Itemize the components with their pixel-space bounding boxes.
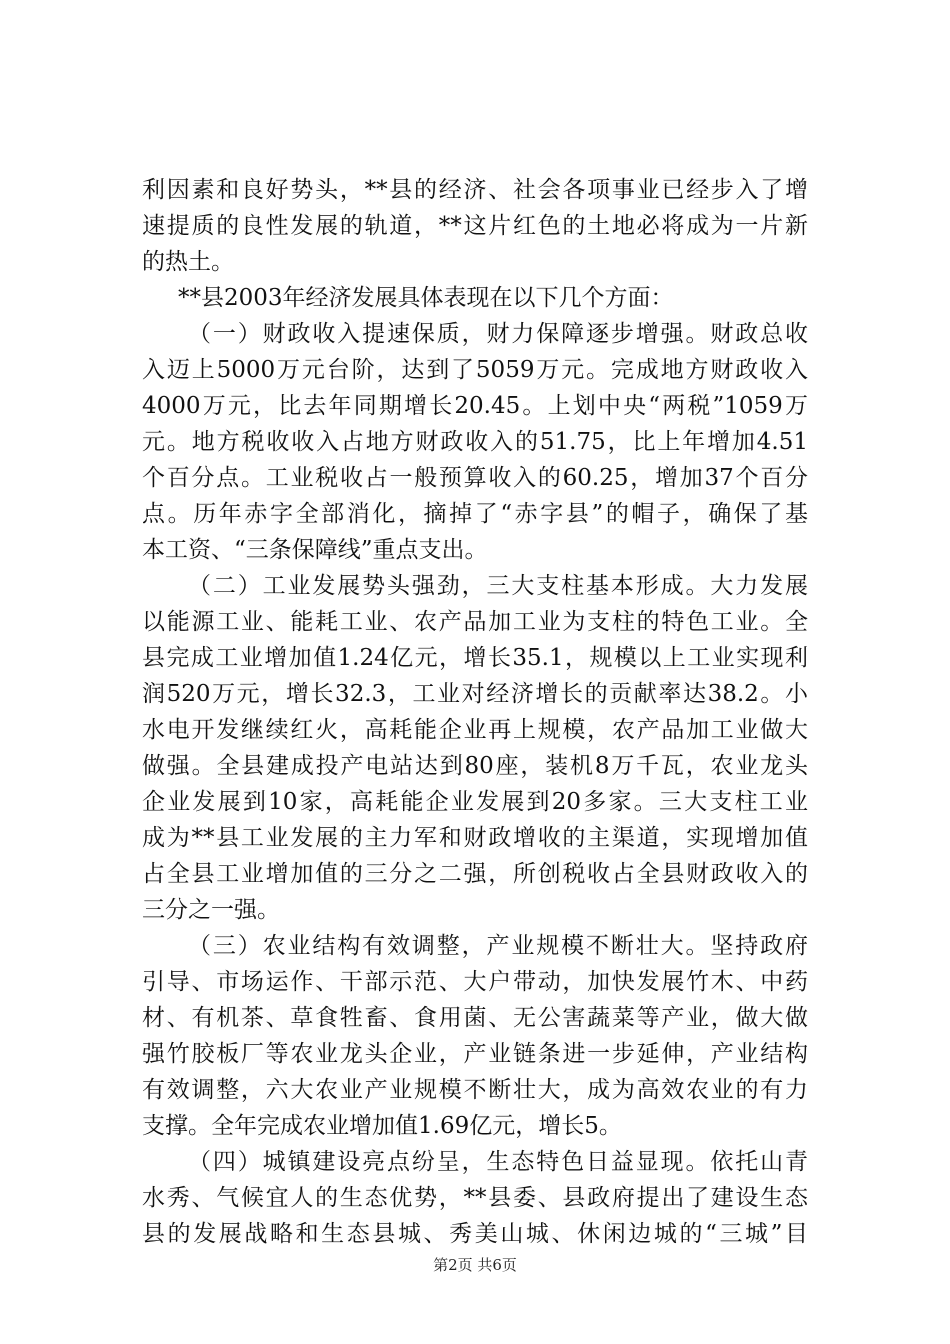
- paragraph-line: 入迈上5000万元台阶，达到了5059万元。完成地方财政收入: [142, 357, 808, 383]
- paragraph-line: 县完成工业增加值1.24亿元，增长35.1，规模以上工业实现利: [142, 645, 808, 671]
- paragraph-line: 个百分点。工业税收占一般预算收入的60.25，增加37个百分: [142, 465, 808, 491]
- paragraph-line: 支撑。全年完成农业增加值1.69亿元，增长5。: [142, 1113, 622, 1139]
- paragraph-line: 水电开发继续红火，高耗能企业再上规模，农产品加工业做大: [142, 717, 808, 743]
- paragraph-line: 材、有机茶、草食牲畜、食用菌、无公害蔬菜等产业，做大做: [142, 1005, 808, 1031]
- paragraph-line: 润520万元，增长32.3，工业对经济增长的贡献率达38.2。小: [142, 681, 808, 707]
- paragraph-line: 利因素和良好势头，**县的经济、社会各项事业已经步入了增: [142, 177, 808, 203]
- paragraph-line: 点。历年赤字全部消化，摘掉了“赤字县”的帽子，确保了基: [142, 501, 808, 527]
- paragraph-line: 有效调整，六大农业产业规模不断壮大，成为高效农业的有力: [142, 1077, 808, 1103]
- section-heading-line: （一）财政收入提速保质，财力保障逐步增强。财政总收: [188, 321, 808, 347]
- paragraph-line: 引导、市场运作、干部示范、大户带动，加快发展竹木、中药: [142, 969, 808, 995]
- paragraph-line: 水秀、气候宜人的生态优势，**县委、县政府提出了建设生态: [142, 1185, 808, 1211]
- paragraph-line: 本工资、“三条保障线”重点支出。: [142, 537, 488, 563]
- paragraph-line: 成为**县工业发展的主力军和财政增收的主渠道，实现增加值: [142, 825, 808, 851]
- paragraph-line: 4000万元，比去年同期增长20.45。上划中央“两税”1059万: [142, 393, 808, 419]
- paragraph-line: 县的发展战略和生态县城、秀美山城、休闲边城的“三城”目: [142, 1221, 808, 1247]
- paragraph-line: 做强。全县建成投产电站达到80座，装机8万千瓦，农业龙头: [142, 753, 808, 779]
- page-number-footer: 第2页 共6页: [433, 1256, 517, 1274]
- paragraph-line: 三分之一强。: [142, 897, 280, 923]
- paragraph-line: 的热土。: [142, 249, 234, 275]
- paragraph-line: 元。地方税收收入占地方财政收入的51.75，比上年增加4.51: [142, 429, 808, 455]
- paragraph-line: 企业发展到10家，高耗能企业发展到20多家。三大支柱工业: [142, 789, 808, 815]
- section-heading-line: （二）工业发展势头强劲，三大支柱基本形成。大力发展: [188, 573, 808, 599]
- paragraph-line: 速提质的良性发展的轨道，**这片红色的土地必将成为一片新: [142, 213, 808, 239]
- paragraph-line: **县2003年经济发展具体表现在以下几个方面：: [178, 285, 674, 311]
- section-heading-line: （四）城镇建设亮点纷呈，生态特色日益显现。依托山青: [188, 1149, 808, 1175]
- paragraph-line: 占全县工业增加值的三分之二强，所创税收占全县财政收入的: [142, 861, 808, 887]
- paragraph-line: 以能源工业、能耗工业、农产品加工业为支柱的特色工业。全: [142, 609, 808, 635]
- section-heading-line: （三）农业结构有效调整，产业规模不断壮大。坚持政府: [188, 933, 808, 959]
- paragraph-line: 强竹胶板厂等农业龙头企业，产业链条进一步延伸，产业结构: [142, 1041, 808, 1067]
